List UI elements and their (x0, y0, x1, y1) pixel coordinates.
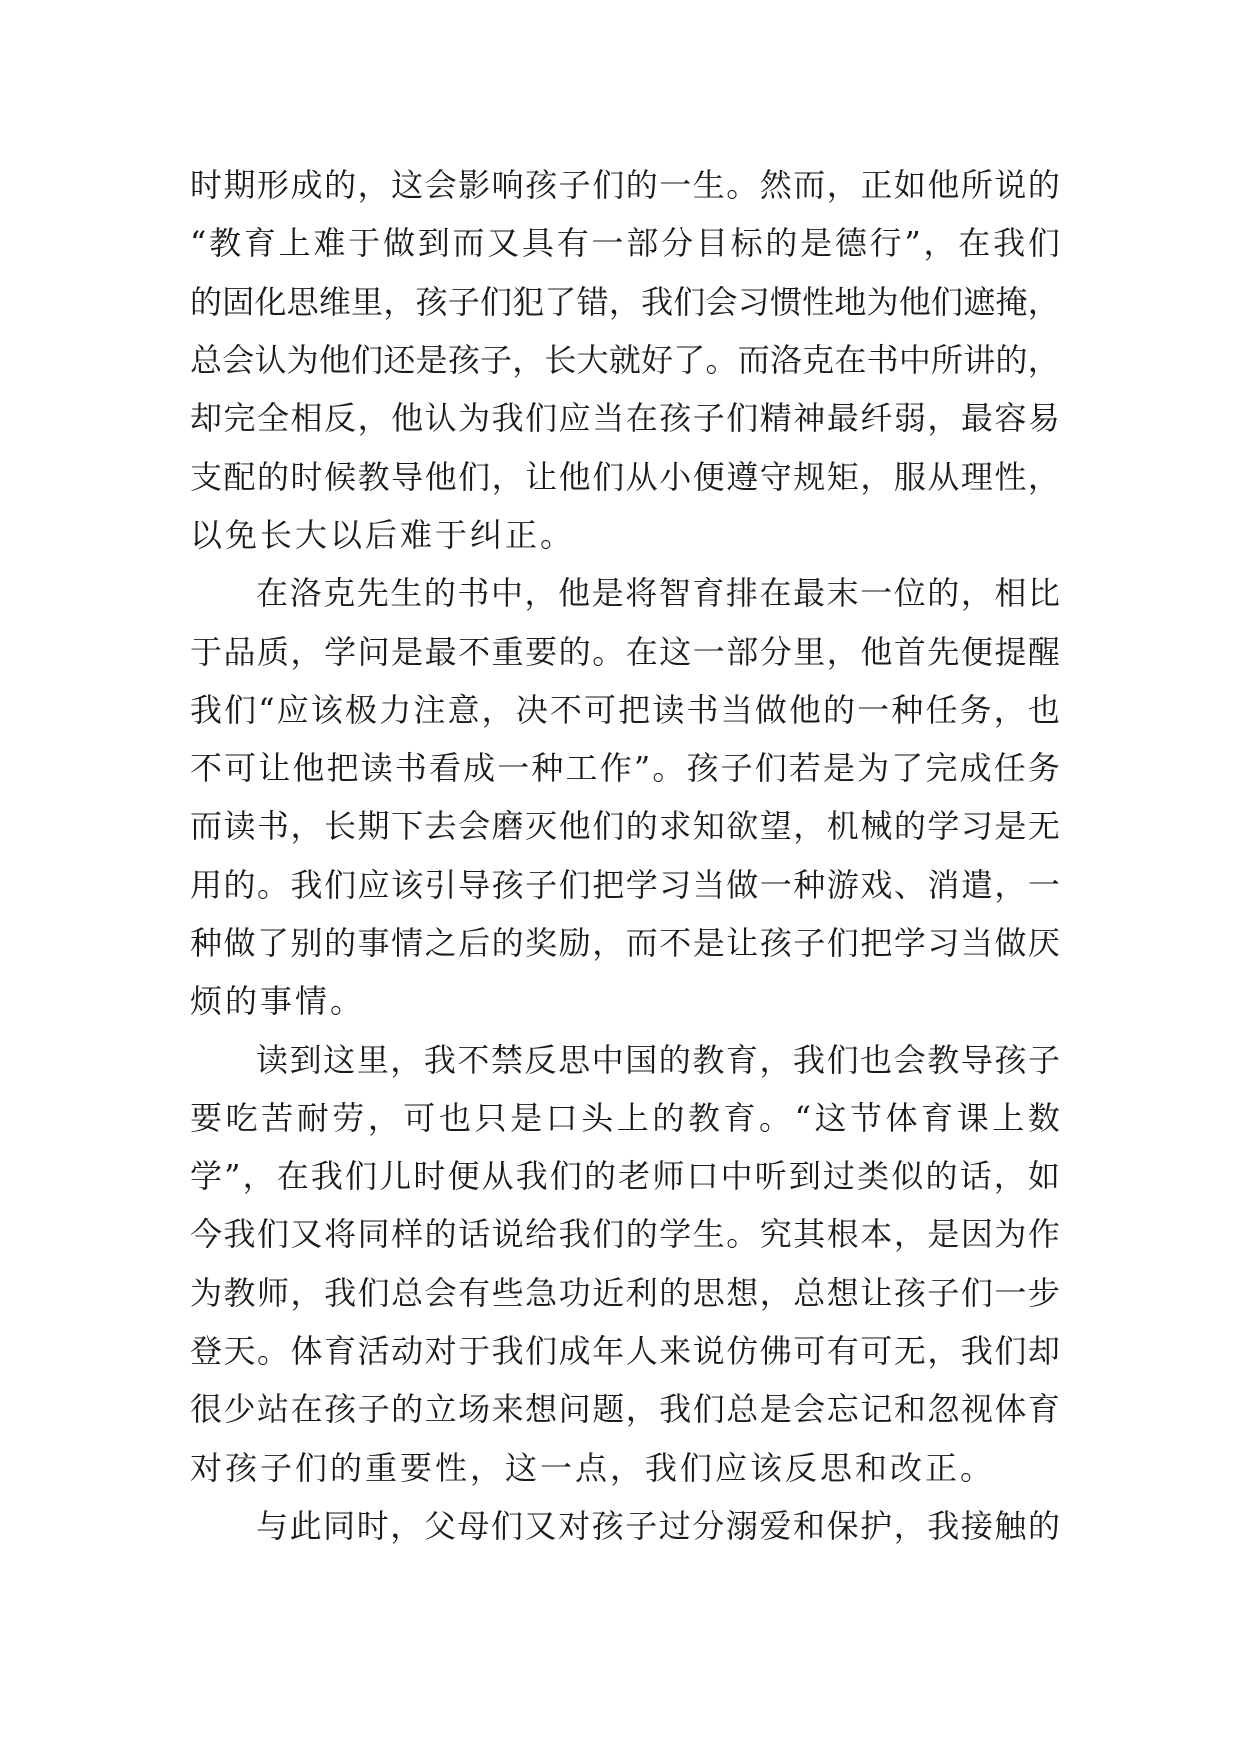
text-line: 要 吃 苦 耐 劳 ， 可 也 只 是 口 头 上 的 教 育 。 “ 这 节 体 育 课 上 数 (190, 1098, 1060, 1137)
text-line: 对孩子们的重要性，这一点，我们应该反思和改正。 (190, 1448, 996, 1487)
text-line: 支 配 的 时 候 教 导 他 们 ， 让 他 们 从 小 便 遵 守 规 矩 ， 服 从 理 性 ， (190, 457, 1060, 496)
text-line: 的 固 化 思 维 里 ， 孩 子 们 犯 了 错 ， 我 们 会 习 惯 性 地 为 他 们 遮 掩 ， (190, 282, 1060, 321)
text-line: 烦的事情。 (190, 982, 366, 1021)
text-line: 为 教 师 ， 我 们 总 会 有 些 急 功 近 利 的 思 想 ， 总 想 让 孩 子 们 一 步 (190, 1273, 1060, 1312)
text-line: 总 会 认 为 他 们 还 是 孩 子 ， 长 大 就 好 了 。 而 洛 克 在 书 中 所 讲 的 ， (190, 341, 1060, 380)
text-line: 学 ” ， 在 我 们 儿 时 便 从 我 们 的 老 师 口 中 听 到 过 类 似 的 话 ， 如 (190, 1157, 1060, 1196)
text-line: 却 完 全 相 反 ， 他 认 为 我 们 应 当 在 孩 子 们 精 神 最 纤 弱 ， 最 容 易 (190, 399, 1060, 438)
text-line: 而 读 书 ， 长 期 下 去 会 磨 灭 他 们 的 求 知 欲 望 ， 机 械 的 学 习 是 无 (190, 807, 1060, 846)
text-line: 不 可 让 他 把 读 书 看 成 一 种 工 作 ” 。 孩 子 们 若 是 为 了 完 成 任 务 (190, 749, 1060, 788)
text-line: 与 此 同 时 ， 父 母 们 又 对 孩 子 过 分 溺 爱 和 保 护 ， 我 接 触 的 (256, 1506, 1060, 1545)
body-text (190, 156, 1060, 1555)
text-line: 于 品 质 ， 学 问 是 最 不 重 要 的 。 在 这 一 部 分 里 ， 他 首 先 便 提 醒 (190, 632, 1060, 671)
text-line: “ 教 育 上 难 于 做 到 而 又 具 有 一 部 分 目 标 的 是 德 行 ” ， 在 我 们 (190, 224, 1060, 263)
text-line: 很 少 站 在 孩 子 的 立 场 来 想 问 题 ， 我 们 总 是 会 忘 记 和 忽 视 体 育 (190, 1390, 1060, 1429)
text-line: 用 的 。 我 们 应 该 引 导 孩 子 们 把 学 习 当 做 一 种 游 戏 、 消 遣 ， 一 (190, 865, 1060, 904)
text-line: 在 洛 克 先 生 的 书 中 ， 他 是 将 智 育 排 在 最 末 一 位 的 ， 相 比 (256, 574, 1060, 613)
text-line: 时 期 形 成 的 ， 这 会 影 响 孩 子 们 的 一 生 。 然 而 ， 正 如 他 所 说 的 (190, 166, 1060, 205)
text-line: 我 们 “ 应 该 极 力 注 意 ， 决 不 可 把 读 书 当 做 他 的 一 种 任 务 ， 也 (190, 690, 1060, 729)
text-line: 今 我 们 又 将 同 样 的 话 说 给 我 们 的 学 生 。 究 其 根 本 ， 是 因 为 作 (190, 1215, 1060, 1254)
text-line: 以免长大以后难于纠正。 (190, 515, 576, 554)
text-line: 种 做 了 别 的 事 情 之 后 的 奖 励 ， 而 不 是 让 孩 子 们 把 学 习 当 做 厌 (190, 924, 1060, 962)
text-line: 登 天 。 体 育 活 动 对 于 我 们 成 年 人 来 说 仿 佛 可 有 可 无 ， 我 们 却 (190, 1332, 1060, 1371)
text-line: 读 到 这 里 ， 我 不 禁 反 思 中 国 的 教 育 ， 我 们 也 会 教 导 孩 子 (256, 1040, 1060, 1079)
